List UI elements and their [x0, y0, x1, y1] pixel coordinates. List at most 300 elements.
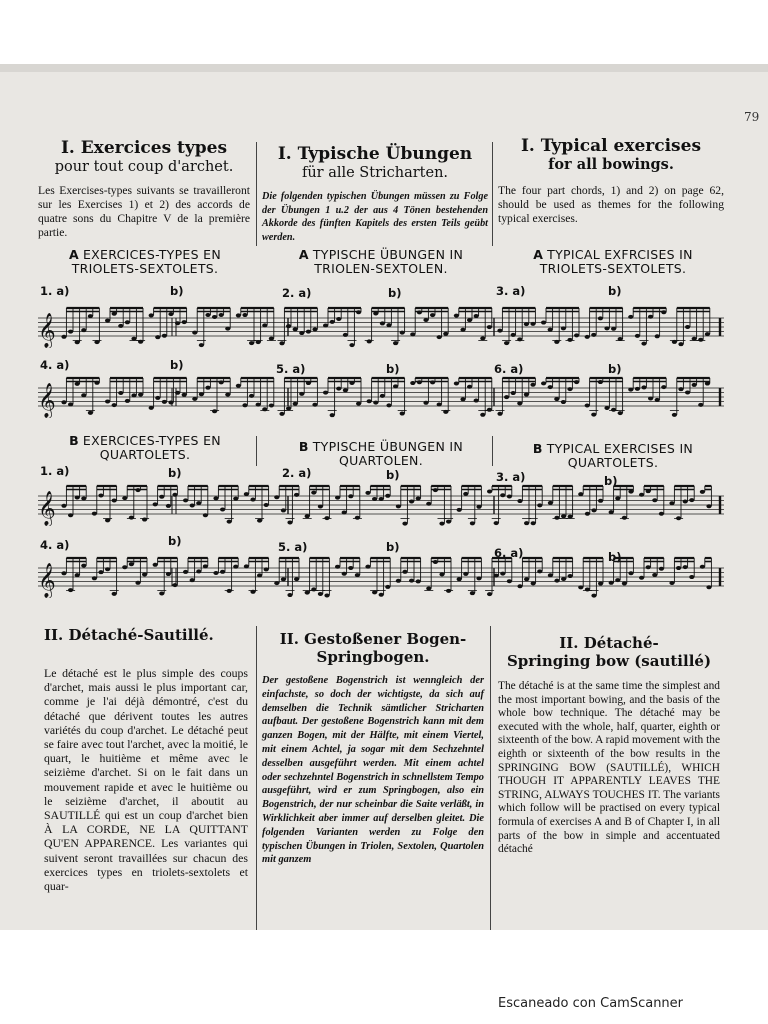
note-head	[305, 514, 310, 518]
note-head	[129, 562, 134, 566]
note-head	[112, 592, 117, 596]
note-group	[192, 378, 230, 413]
note-head	[568, 574, 573, 578]
note-head	[365, 491, 370, 495]
note-head	[669, 581, 674, 585]
note-head	[131, 393, 136, 397]
note-head	[336, 317, 341, 321]
note-group	[548, 558, 573, 583]
column-divider	[256, 142, 257, 246]
measure-label: b)	[386, 362, 400, 376]
note-head	[330, 413, 335, 417]
note-group	[183, 558, 208, 582]
note-head	[430, 313, 435, 317]
note-head	[365, 565, 370, 569]
note-head	[591, 508, 596, 512]
note-head	[250, 498, 255, 502]
note-head	[426, 586, 431, 590]
note-head	[457, 577, 462, 581]
note-head	[497, 412, 502, 416]
note-head	[286, 406, 291, 410]
note-head	[190, 578, 195, 582]
note-group	[61, 308, 101, 344]
measure-label: 2. a)	[282, 286, 312, 300]
note-head	[220, 570, 225, 574]
note-group	[149, 308, 187, 339]
note-head	[635, 387, 640, 391]
note-head	[175, 391, 180, 395]
note-group	[335, 558, 360, 577]
note-head	[168, 312, 173, 316]
note-head	[487, 592, 492, 596]
part2-en-text: The détaché is at the same time the simplest and the most important bowing, and the basis of the whole bow technique. The détaché may be executed with the whole, half, quarter, eighth or sixteenth of the bow. A rapid movement with the eighth or sixteenth of the bow results in the SPRINGING BOW (SAUTILLÉ), WHICH THOUGH IT APPARENTLY LEAVES THE STRING, ALWAYS TOUCHES IT. The variants which follow will be practised on every typical formula of exercises A and B of Chapter I, in all parts of the bow in simple and accentuated détaché	[498, 680, 720, 856]
note-head	[256, 403, 261, 407]
note-head	[655, 334, 660, 338]
note-head	[112, 498, 117, 502]
note-head	[182, 393, 187, 397]
measure-label: 3. a)	[496, 284, 526, 298]
note-head	[622, 516, 627, 520]
note-head	[155, 396, 160, 400]
note-head	[507, 494, 512, 498]
music-staff	[38, 482, 724, 526]
note-head	[683, 565, 688, 569]
note-group	[410, 308, 448, 339]
note-head	[172, 493, 177, 497]
section-b-de: B TYPISCHE ÜBUNGEN IN QUARTOLEN.	[298, 439, 464, 468]
note-head	[698, 338, 703, 342]
note-head	[367, 399, 372, 403]
note-head	[676, 566, 681, 570]
note-group	[628, 378, 666, 402]
note-head	[463, 492, 468, 496]
note-head	[402, 570, 407, 574]
measure-label: 6. a)	[494, 362, 524, 376]
note-head	[373, 401, 378, 405]
note-group	[92, 486, 117, 522]
note-head	[92, 576, 97, 580]
note-head	[585, 335, 590, 339]
note-head	[598, 499, 603, 503]
note-head	[554, 397, 559, 401]
note-head	[507, 579, 512, 583]
treble-clef-icon: 𝄞	[38, 383, 56, 418]
note-head	[183, 570, 188, 574]
note-head	[294, 493, 299, 497]
note-head	[274, 581, 279, 585]
note-head	[380, 394, 385, 398]
note-head	[183, 498, 188, 502]
scanned-page	[0, 64, 768, 930]
note-head	[153, 563, 158, 567]
note-head	[324, 593, 329, 597]
note-head	[281, 508, 286, 512]
note-group	[669, 486, 694, 520]
note-group	[365, 308, 405, 345]
note-head	[305, 591, 310, 595]
measure-label: b)	[608, 284, 622, 298]
note-head	[416, 496, 421, 500]
note-head	[611, 408, 616, 412]
note-head	[467, 318, 472, 322]
note-head	[75, 382, 80, 386]
note-head	[212, 409, 217, 413]
note-head	[661, 385, 666, 389]
note-head	[386, 323, 391, 327]
note-head	[604, 326, 609, 330]
note-head	[236, 384, 241, 388]
page-top-edge	[0, 64, 768, 72]
note-head	[129, 516, 134, 520]
note-head	[312, 327, 317, 331]
note-head	[162, 400, 167, 404]
heading-en-text: The four part chords, 1) and 2) on page 62, should be used as themes for the following typical exercises.	[498, 184, 724, 225]
note-head	[537, 503, 542, 507]
note-head	[61, 504, 66, 508]
note-head	[541, 381, 546, 385]
note-head	[318, 505, 323, 509]
note-group	[487, 486, 512, 525]
note-head	[622, 581, 627, 585]
note-head	[400, 331, 405, 335]
note-group	[303, 558, 332, 597]
note-head	[68, 588, 73, 592]
section-a-de: A TYPISCHE ÜBUNGEN IN TRIOLEN-SEXTOLEN.	[298, 247, 464, 276]
note-head	[138, 393, 143, 397]
heading-fr-title: I. Exercices types	[60, 138, 228, 158]
note-head	[306, 330, 311, 334]
section-b-en: B TYPICAL EXERCISES IN QUARTOLETS.	[532, 441, 694, 470]
note-head	[92, 512, 97, 516]
note-head	[585, 512, 590, 516]
measure-label: 1. a)	[40, 284, 70, 298]
note-head	[118, 391, 123, 395]
header-english	[498, 136, 724, 226]
column-divider	[492, 436, 493, 466]
note-head	[380, 321, 385, 325]
note-head	[112, 312, 117, 316]
note-head	[426, 502, 431, 506]
note-group	[396, 486, 421, 526]
music-staff	[38, 374, 724, 418]
note-head	[628, 571, 633, 575]
note-head	[343, 388, 348, 392]
note-head	[61, 335, 66, 339]
measure-label: b)	[386, 468, 400, 482]
note-head	[463, 572, 468, 576]
note-head	[172, 583, 177, 587]
note-head	[118, 324, 123, 328]
note-head	[293, 327, 298, 331]
note-head	[166, 504, 171, 508]
note-head	[705, 332, 710, 336]
note-head	[706, 504, 711, 508]
note-head	[293, 402, 298, 406]
note-head	[561, 514, 566, 518]
note-group	[497, 308, 535, 345]
note-head	[168, 400, 173, 404]
note-head	[474, 314, 479, 318]
note-head	[225, 393, 230, 397]
part2-de-text: Der gestoßene Bogenstrich ist wenngleich der einfachste, so doch der wichtigste, da sich auf demselben die Technik sämtlicher Stricharten aufbaut. Der gestoßene Bogenstrich kann mit dem ganzen Bogen, mit der Hälfte, mit einem Viertel, mit einem Achtel, ja sogar mit dem Sechzehntel desselben ausgeführt werden. Mit einem achtel oder sechzehntel Bogenstrich in schnellstem Tempo ausgeführt, wird er zum Springbogen, also ein Bogenstrich, der nur scheinbar die Saite verläßt, in Wirklichkeit aber immer auf derselben gleitet. Die folgenden Varianten werden zu Folge den typischen Übungen in Triolen, Sextolen, Quartolen mit ganzem	[262, 675, 484, 866]
measure-label: b)	[608, 362, 622, 376]
note-head	[615, 578, 620, 582]
note-head	[454, 314, 459, 318]
note-head	[219, 313, 224, 317]
note-head	[524, 322, 529, 326]
measure-label: 4. a)	[40, 538, 70, 552]
note-head	[244, 564, 249, 568]
note-head	[494, 521, 499, 525]
note-head	[646, 565, 651, 569]
note-head	[135, 581, 140, 585]
note-head	[500, 572, 505, 576]
note-head	[149, 313, 154, 317]
note-head	[685, 390, 690, 394]
note-head	[257, 519, 262, 523]
note-head	[323, 391, 328, 395]
note-group	[426, 486, 453, 526]
measure-label: 3. a)	[496, 470, 526, 484]
note-head	[269, 337, 274, 341]
note-head	[648, 396, 653, 400]
measure-label: 5. a)	[276, 362, 306, 376]
note-group	[639, 558, 664, 580]
note-head	[227, 589, 232, 593]
note-head	[199, 392, 204, 396]
note-group	[517, 486, 542, 525]
note-head	[480, 336, 485, 340]
note-head	[470, 521, 475, 525]
note-head	[264, 503, 269, 507]
part2-en-title2: Springing bow (sautillé)	[506, 652, 712, 670]
note-head	[678, 342, 683, 346]
note-head	[343, 333, 348, 337]
heading-en-subtitle: for all bowings.	[548, 156, 674, 173]
note-head	[568, 515, 573, 519]
note-head	[585, 404, 590, 408]
note-head	[196, 501, 201, 505]
note-head	[672, 413, 677, 417]
note-head	[213, 571, 218, 575]
note-head	[567, 338, 572, 342]
heading-de-subtitle: für alle Stricharten.	[301, 165, 449, 181]
note-head	[480, 413, 485, 417]
note-head	[348, 494, 353, 498]
note-head	[530, 383, 535, 387]
note-head	[396, 504, 401, 508]
note-head	[379, 593, 384, 597]
measure-label: b)	[170, 284, 184, 298]
note-head	[105, 567, 110, 571]
note-head	[609, 581, 614, 585]
note-head	[249, 341, 254, 345]
header-french	[38, 138, 250, 240]
note-head	[220, 508, 225, 512]
note-head	[641, 385, 646, 389]
note-head	[396, 579, 401, 583]
note-head	[205, 313, 210, 317]
note-group	[61, 558, 86, 592]
section-b-fr: B EXERCICES-TYPES EN QUARTOLETS.	[69, 433, 221, 462]
note-head	[554, 579, 559, 583]
measure-label: b)	[170, 358, 184, 372]
note-head	[324, 516, 329, 520]
note-group	[244, 558, 269, 594]
note-head	[541, 321, 546, 325]
note-head	[470, 591, 475, 595]
section-a-fr: A EXERCICES-TYPES EN TRIOLETS-SEXTOLETS.	[68, 247, 221, 276]
note-head	[517, 401, 522, 405]
measure-label: b)	[388, 286, 402, 300]
note-head	[685, 325, 690, 329]
note-head	[504, 341, 509, 345]
note-group	[236, 308, 276, 345]
note-head	[511, 391, 516, 395]
part2-german	[262, 630, 484, 867]
note-group	[548, 486, 575, 520]
note-head	[698, 403, 703, 407]
heading-de-text: Die folgenden typischen Übungen müssen zu Folge der Übungen 1 u.2 der aus 4 Tönen bestehenden Akkorde des fünften Kapitels des ersten Teils geübt werden.	[262, 191, 488, 243]
note-group	[609, 486, 634, 520]
note-head	[274, 495, 279, 499]
note-head	[591, 413, 596, 417]
note-head	[692, 383, 697, 387]
note-head	[524, 521, 529, 525]
music-staff	[38, 304, 724, 348]
note-head	[88, 314, 93, 318]
note-head	[500, 493, 505, 497]
note-head	[524, 577, 529, 581]
note-head	[125, 320, 130, 324]
note-head	[615, 496, 620, 500]
note-head	[299, 331, 304, 335]
note-head	[190, 503, 195, 507]
note-head	[318, 592, 323, 596]
note-head	[335, 565, 340, 569]
note-head	[81, 564, 86, 568]
column-divider	[256, 436, 257, 466]
note-head	[628, 388, 633, 392]
note-head	[385, 585, 390, 589]
note-group	[105, 308, 145, 344]
note-group	[61, 486, 86, 517]
note-head	[467, 385, 472, 389]
note-head	[312, 403, 317, 407]
note-head	[175, 321, 180, 325]
note-head	[61, 571, 66, 575]
note-head	[203, 564, 208, 568]
note-head	[342, 572, 347, 576]
column-divider	[256, 626, 257, 930]
note-head	[400, 412, 405, 416]
measure-label: b)	[604, 474, 618, 488]
note-head	[257, 573, 262, 577]
part2-french	[44, 626, 248, 893]
note-head	[294, 577, 299, 581]
note-head	[609, 510, 614, 514]
note-head	[659, 512, 664, 516]
note-head	[212, 315, 217, 319]
note-head	[205, 386, 210, 390]
note-head	[554, 516, 559, 520]
header-german	[262, 144, 488, 244]
note-head	[578, 492, 583, 496]
note-head	[678, 387, 683, 391]
note-head	[689, 498, 694, 502]
note-head	[669, 501, 674, 505]
note-head	[335, 496, 340, 500]
note-head	[203, 513, 208, 517]
note-head	[530, 322, 535, 326]
note-head	[153, 502, 158, 506]
part2-fr-title: II. Détaché-Sautillé.	[44, 626, 214, 644]
note-head	[476, 505, 481, 509]
note-head	[531, 521, 536, 525]
note-head	[75, 573, 80, 577]
note-head	[162, 334, 167, 338]
note-head	[279, 412, 284, 416]
part2-fr-text: Le détaché est le plus simple des coups d'archet, mais aussi le plus important car, comme je l'ai déjà démontré, c'est du détaché que dérivent toutes les autres variétés du coup d'archet. Le détaché peut se faire avec tout l'archet, avec la moitié, le quart, le huitième et même avec le seizième d'archet. Si on le fait dans un mouvement rapide et avec le huitième ou le seizième d'archet, il aboutit au SAUTILLÉ qui est un coup d'archet bien À LA CORDE, NE LA QUITTANT QU'EN APPARENCE. Les variantes qui suivent seront travaillées sur chacun des exercices types en triolets-sextolets et quar-	[44, 666, 248, 894]
note-head	[125, 399, 130, 403]
note-head	[105, 399, 110, 403]
note-head	[393, 384, 398, 388]
note-group	[457, 558, 482, 595]
measure-label: 1. a)	[40, 464, 70, 478]
note-group	[192, 308, 230, 347]
note-head	[511, 333, 516, 337]
note-head	[249, 394, 254, 398]
note-head	[122, 496, 127, 500]
note-head	[166, 572, 171, 576]
treble-clef-icon: 𝄞	[38, 563, 56, 598]
note-head	[349, 343, 354, 347]
note-head	[385, 494, 390, 498]
note-head	[410, 332, 415, 336]
page-number: 79	[744, 110, 760, 124]
note-head	[659, 567, 664, 571]
note-head	[578, 585, 583, 589]
note-head	[355, 573, 360, 577]
note-group	[365, 486, 390, 501]
note-head	[574, 333, 579, 337]
note-head	[233, 565, 238, 569]
note-head	[98, 570, 103, 574]
note-head	[367, 339, 372, 343]
section-a-en: A TYPICAL EXFRCISES IN TRIOLETS-SEXTOLETS.	[533, 247, 693, 276]
note-head	[225, 327, 230, 331]
column-divider	[492, 142, 493, 246]
note-head	[323, 324, 328, 328]
note-head	[112, 403, 117, 407]
note-group	[303, 486, 332, 520]
heading-fr-subtitle: pour tout coup d'archet.	[54, 159, 234, 175]
note-head	[192, 397, 197, 401]
note-head	[504, 395, 509, 399]
note-head	[149, 406, 154, 410]
note-head	[635, 334, 640, 338]
heading-en-title: I. Typical exercises	[520, 136, 702, 156]
note-head	[437, 402, 442, 406]
note-head	[68, 402, 73, 406]
measure-label: 4. a)	[40, 358, 70, 372]
note-head	[159, 591, 164, 595]
note-head	[199, 343, 204, 347]
note-head	[618, 411, 623, 415]
note-head	[379, 497, 384, 501]
note-head	[494, 574, 499, 578]
note-head	[487, 325, 492, 329]
